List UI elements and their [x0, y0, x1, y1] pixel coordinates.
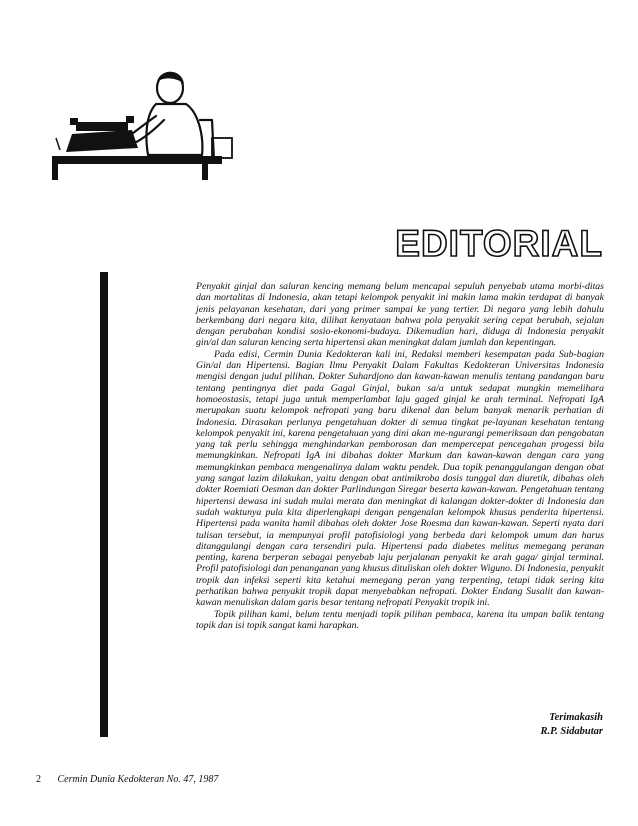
paragraph: Topik pilihan kami, belum tentu menjadi topik pilihan pembaca, karena itu umpan balik tentang topik dan isi topik sangat kami harapkan. — [196, 608, 604, 631]
paragraph: Pada edisi, Cermin Dunia Kedokteran kali ini, Redaksi memberi kesempatan pada Sub-bagian Gin/al dan Hipertensi. Bagian Ilmu Penyakit Dalam Fakultas Kedokteran Universitas Indonesia mengisi dengan judul pilihan. Dokter Suhardjono dan kawan-kawan menulis tentang pandangan baru tentang pentingnya diet pada Gagal Ginjal, bukan sa/a untuk sedapat mungkin memelihara homoeostasis, tetapi juga untuk memperlambat laju gaged ginjal ke arah terminal. Nefropati IgA merupakan suatu kelompok nefropati yang baru dikenal dan belum banyak menarik perhatian di Indonesia. Dirasakan perlunya pengetahuan dokter di semua tingkat pe-layanan kesehatan tentang kelompok penyakit ini, karena pengetahuan yang dini akan me-ngurangi pemeriksaan dan pengobatan yang tak perlu sehingga menghindarkan pemborosan dan mempercepat pencegahan progessi bila memungkinkan. Nefropati IgA ini dibahas dokter Markum dan kawan-kawan dengan cara yang memungkinkan pembaca mengenalinya dalam waktu pendek. Dua topik penanggulangan dengan obat yang sangat lazim dilakukan, yaitu dengan obat antimikroba dosis tunggal dan diuretik, dibahas oleh dokter Roemiati Oesman dan dokter Parlindungan Siregar beserta kawan-kawan. Pengetahuan tentang hipertensi dewasa ini sudah mulai merata dan meningkat di kalangan dokter-dokter di Indonesia dan sudah waktunya pula kita diperlengkapi dengan pengenalan kelompok khusus penderita hipertensi. Hipertensi pada wanita hamil dibahas oleh dokter Jose Roesma dan kawan-kawan. Seperti nyata dari tulisan tersebut, ia mempunyai profil patofisiologi yang berbeda dari kelompok umum dan harus ditanggulangi dengan cara tersendiri pula. Hipertensi pada diabetes melitus memegang peranan penting, karena berperan sebagai penyebab laju perjalanan penyakit ke arah gaga/ ginjal terminal. Profil patofisiologi dan penanganan yang khusus dituliskan oleh dokter Wiguno. Di Indonesia, penyakit tropik dan infeksi seperti kita ketahui memegang peran yang terpenting, tetapi tidak sering kita perhatikan bahwa penyakit tropik dapat menyebabkan nefropati. Dokter Endang Susalit dan kawan-kawan menuliskan dalam garis besar tentang nefropati Penyakit tropik ini. — [196, 348, 604, 609]
page-footer — [36, 774, 218, 786]
signature-block — [400, 711, 603, 739]
paragraph: Penyakit ginjal dan saluran kencing memang belum mencapai sepuluh penyebab utama morbi-ditas dan mortalitas di Indonesia, akan tetapi kelompok penyakit ini makin lama makin terdapat di banyak jenis pelayanan kesehatan, dari yang primer sampai ke yang tertier. Di negara yang lebih dahulu berkembang dari negara kita, dilihat kenyataan bahwa pola penyakit sering cepat berubah, sejalan dengan perubahan kondisi sosio-ekonomi-budaya. Dikemudian hari, diduga di Indonesia penyakit gin/al dan saluran kencing serta hipertensi akan meningkat dalam jumlah dan kepentingan. — [196, 281, 604, 349]
man-at-typewriter-icon — [52, 60, 242, 180]
signature-name: R.P. Sidabutar — [540, 726, 603, 737]
page-title: EDITORIAL — [395, 223, 603, 264]
margin-rule — [100, 272, 108, 737]
signature-closing: Terimakasih — [549, 712, 603, 723]
page-number: 2 — [36, 774, 41, 785]
article-body — [196, 281, 604, 631]
publication-info: Cermin Dunia Kedokteran No. 47, 1987 — [57, 774, 219, 785]
